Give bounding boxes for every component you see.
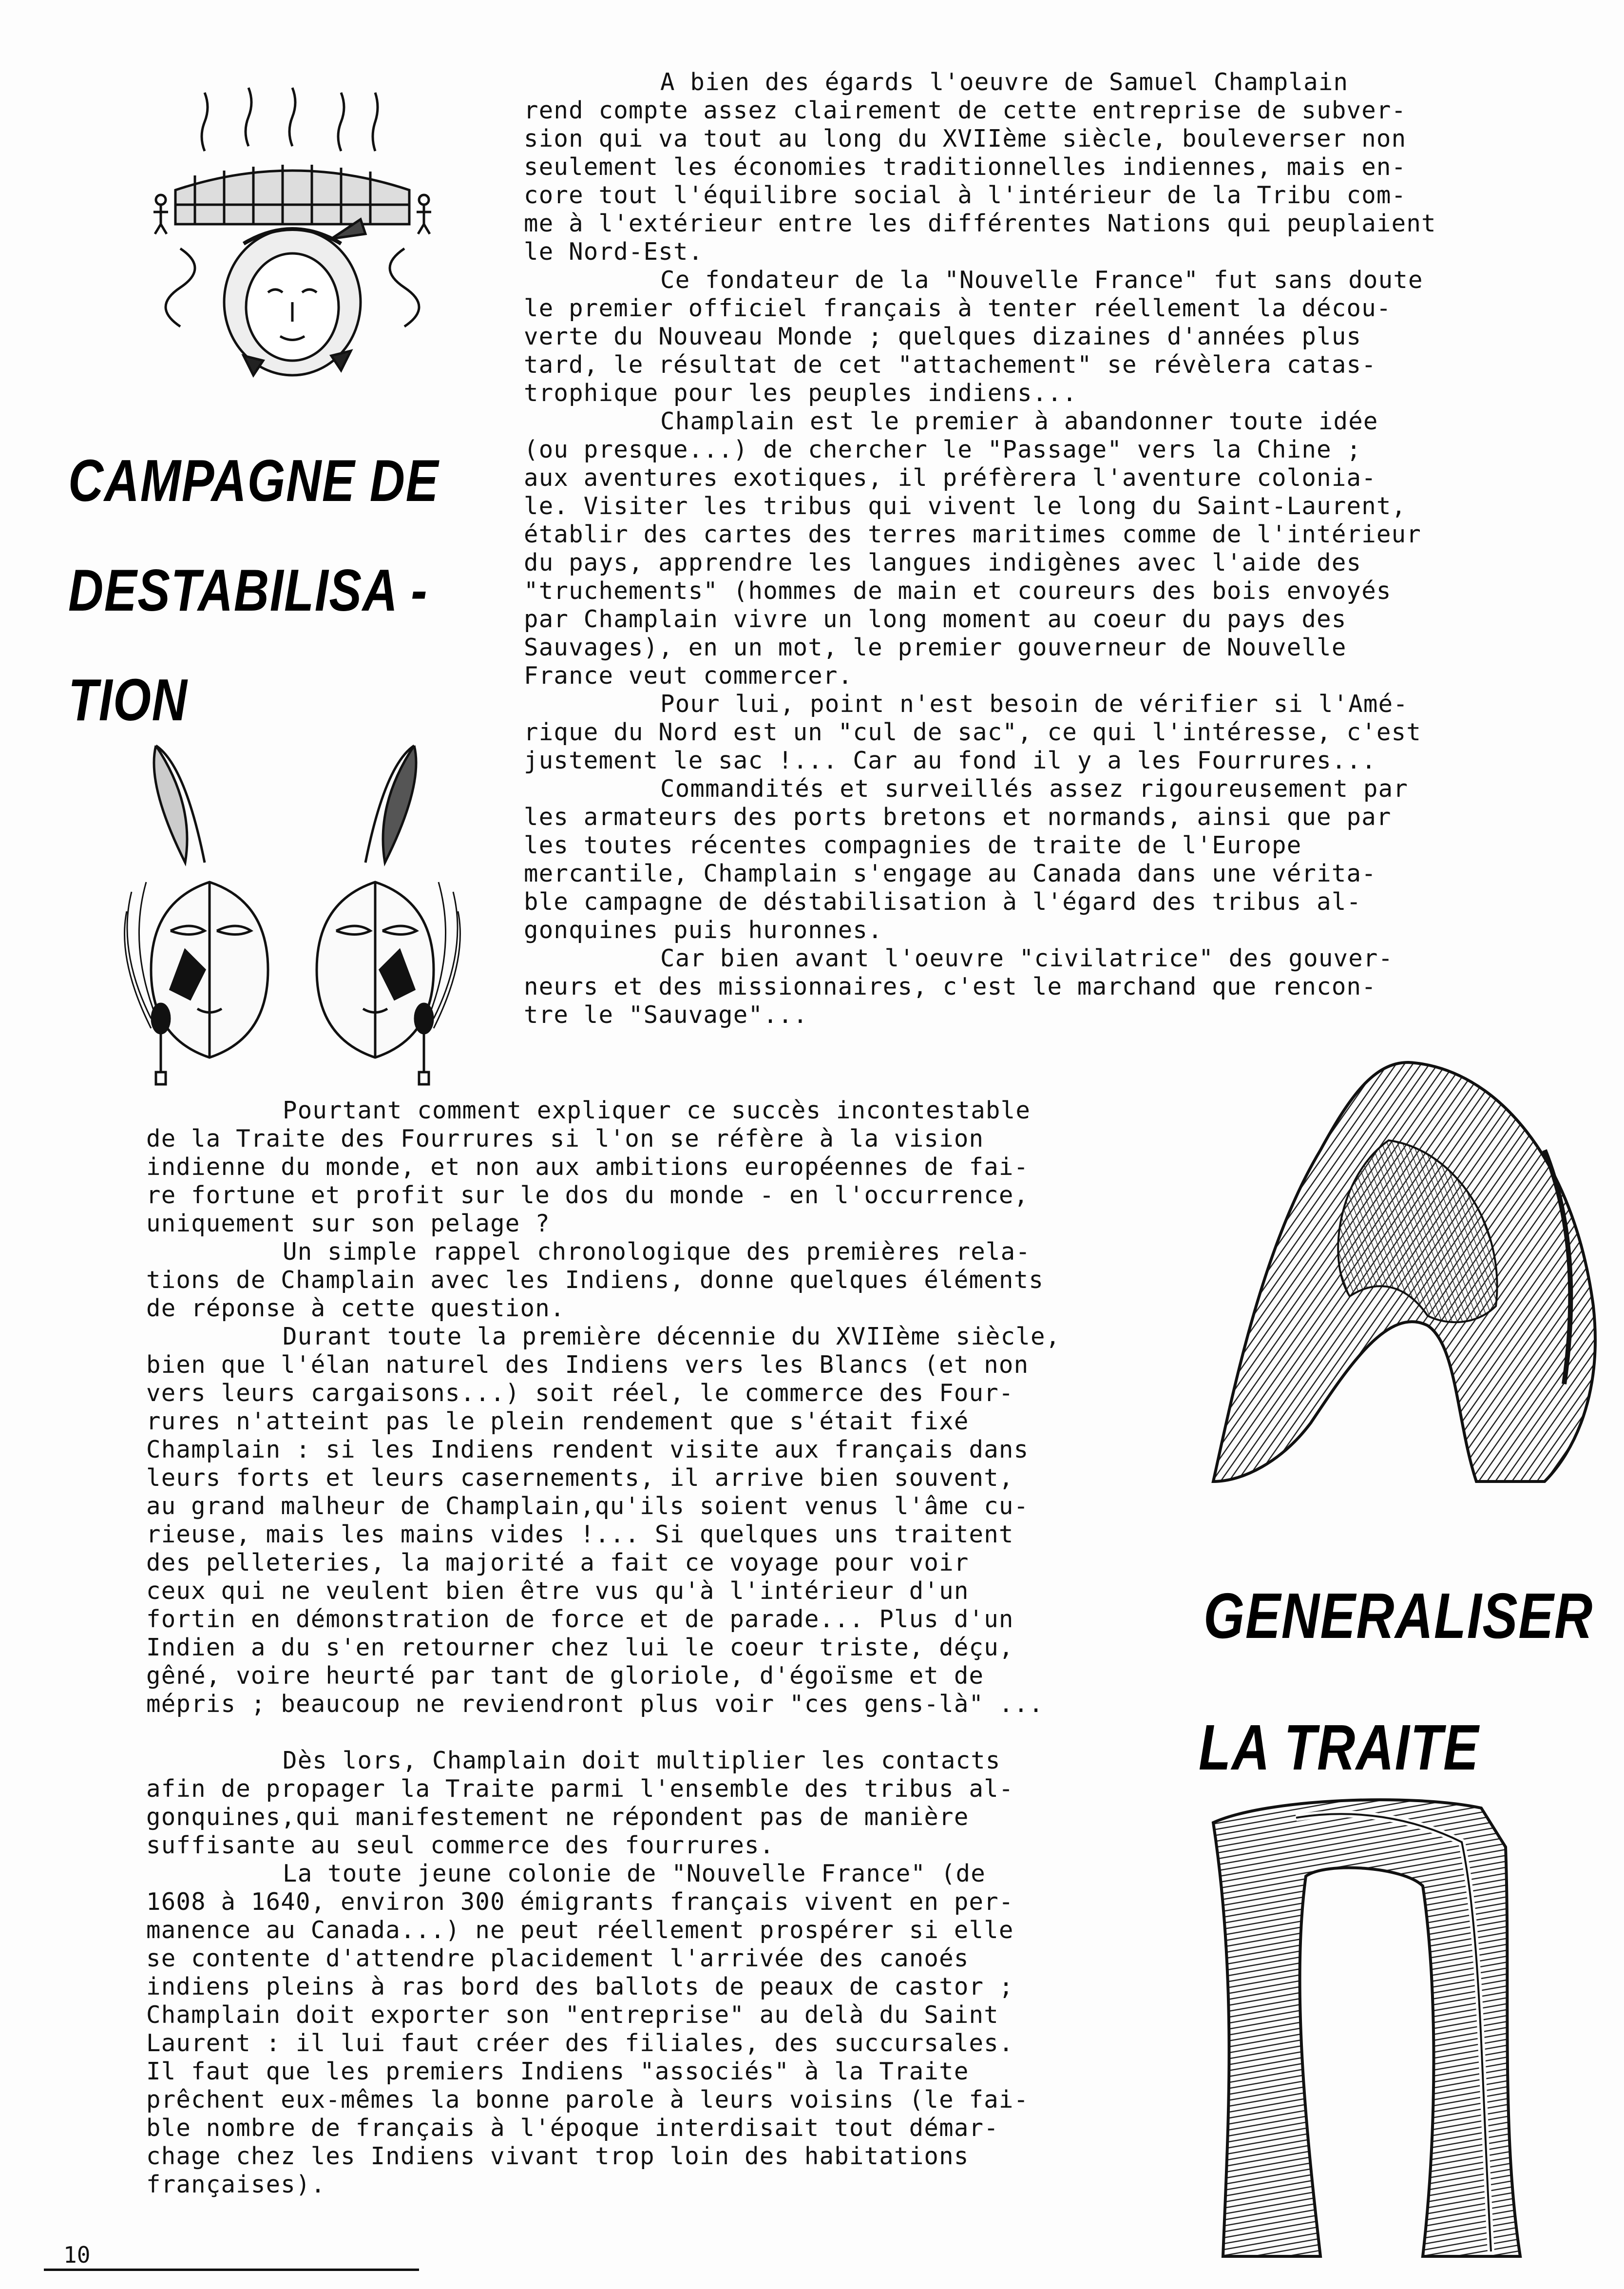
top-text-column <box>524 68 1615 1029</box>
fur-hood-illustration <box>1204 1053 1608 1491</box>
paragraph: Commandités et surveillés assez rigoureusement par les armateurs des ports bretons et normands, ainsi que par les toutes récentes compagnies de traite de l'Europe mercantile, Champlain s'engage au Canada dans une vérita- ble campagne de déstabilisation à l'égard des tribus al- gonquines puis huronnes. <box>524 775 1409 944</box>
paragraph: Un simple rappel chronologique des premières rela- tions de Champlain avec les Indiens, donne quelques éléments de réponse à cette question. <box>146 1238 1044 1322</box>
headline-la-traite: LA TRAITE <box>1199 1712 1479 1783</box>
paragraph: Champlain est le premier à abandonner toute idée (ou presque...) de chercher le "Passage" vers la Chine ; aux aventures exotiques, il préfèrera l'aventure colonia- le. Visiter les tribus qui vivent le long du Saint-Laurent, établir des cartes des terres maritimes comme de l'intérieur du pays, apprendre les langues indigènes avec l'aide des "truchements" (hommes de main et coureurs des bois envoyés par Champlain vivre un long moment au coeur du pays des Sauvages), en un mot, le premier gouverneur de Nouvelle France veut commercer. <box>524 407 1422 690</box>
paragraph: La toute jeune colonie de "Nouvelle France" (de 1608 à 1640, environ 300 émigrants français vivent en per- manence au Canada...) ne peut réellement prospérer si elle se contente d'attendre placidement l'arrivée des canoés indiens pleins à ras bord des ballots de peaux de castor ; Champlain doit exporter son "entreprise" au delà du Saint Laurent : il lui faut créer des filiales, des succursales. Il faut que les premiers Indiens "associés" à la Traite prêchent eux-mêmes la bonne parole à leurs voisins (le fai- ble nombre de français à l'époque interdisait tout démar- chage chez les Indiens vivant trop loin des habitations françaises). <box>146 1860 1029 2198</box>
headline-tion: TION <box>68 667 188 733</box>
paragraph: Dès lors, Champlain doit multiplier les contacts afin de propager la Traite parmi l'ensemble des tribus al- gonquines,qui manifestement ne répondent pas de manière suffisante au seul commerce des fourrures. <box>146 1747 1014 1859</box>
paragraph: A bien des égards l'oeuvre de Samuel Champlain rend compte assez clairement de cette entreprise de subver- sion qui va tout au long du XVIIème siècle, bouleverser non seulement les économies traditionnelles indiennes, mais en- core tout l'équilibre social à l'intérieur de la Tribu com- me à l'extérieur entre les différentes Nations qui peuplaient le Nord-Est. <box>524 68 1436 266</box>
longhouse-turtle-illustration <box>146 78 439 380</box>
paragraph: Pour lui, point n'est besoin de vérifier si l'Amé- rique du Nord est un "cul de sac", ce qui l'intéresse, c'est justement le sac !... Car au fond il y a les Fourrures... <box>524 690 1422 774</box>
tree-trunk-illustration <box>1208 1789 1525 2266</box>
page-number: 10 <box>63 2242 91 2268</box>
footer-rule <box>44 2269 419 2271</box>
headline-destabilisa: DESTABILISA - <box>68 557 428 623</box>
paragraph: Ce fondateur de la "Nouvelle France" fut sans doute le premier officiel français à tenter réellement la décou- verte du Nouveau Monde ; quelques dizaines d'années plus tard, le résultat de cet "attachement" se révèlera catas- trophique pour les peuples indiens... <box>524 266 1423 407</box>
bottom-text-column <box>146 1096 1208 2199</box>
feathered-masks-illustration <box>112 736 473 1087</box>
headline-campagne: CAMPAGNE DE <box>68 447 439 514</box>
headline-generaliser: GENERALISER <box>1204 1580 1593 1652</box>
paragraph: Car bien avant l'oeuvre "civilatrice" des gouver- neurs et des missionnaires, c'est le marchand que rencon- tre le "Sauvage"... <box>524 944 1394 1029</box>
paragraph: Durant toute la première décennie du XVIIème siècle, bien que l'élan naturel des Indiens vers les Blancs (et non vers leurs cargaisons...) soit réel, le commerce des Four- rures n'atteint pas le plein rendement que s'était fixé Champlain : si les Indiens rendent visite aux français dans leurs forts et leurs casernements, il arrive bien souvent, au grand malheur de Champlain,qu'ils soient venus l'âme cu- rieuse, mais les mains vides !... Si quelques uns traitent des pelleteries, la majorité a fait ce voyage pour voir ceux qui ne veulent bien être vus qu'à l'intérieur d'un fortin en démonstration de force et de parade... Plus d'un Indien a du s'en retourner chez lui le coeur triste, déçu, gêné, voire heurté par tant de gloriole, d'égoïsme et de mépris ; beaucoup ne reviendront plus voir "ces gens-là" ... <box>146 1323 1061 1718</box>
paragraph: Pourtant comment expliquer ce succès incontestable de la Traite des Fourrures si l'on se réfère à la vision indienne du monde, et non aux ambitions européennes de fai- re fortune et profit sur le dos du monde - en l'occurrence, uniquement sur son pelage ? <box>146 1096 1031 1237</box>
